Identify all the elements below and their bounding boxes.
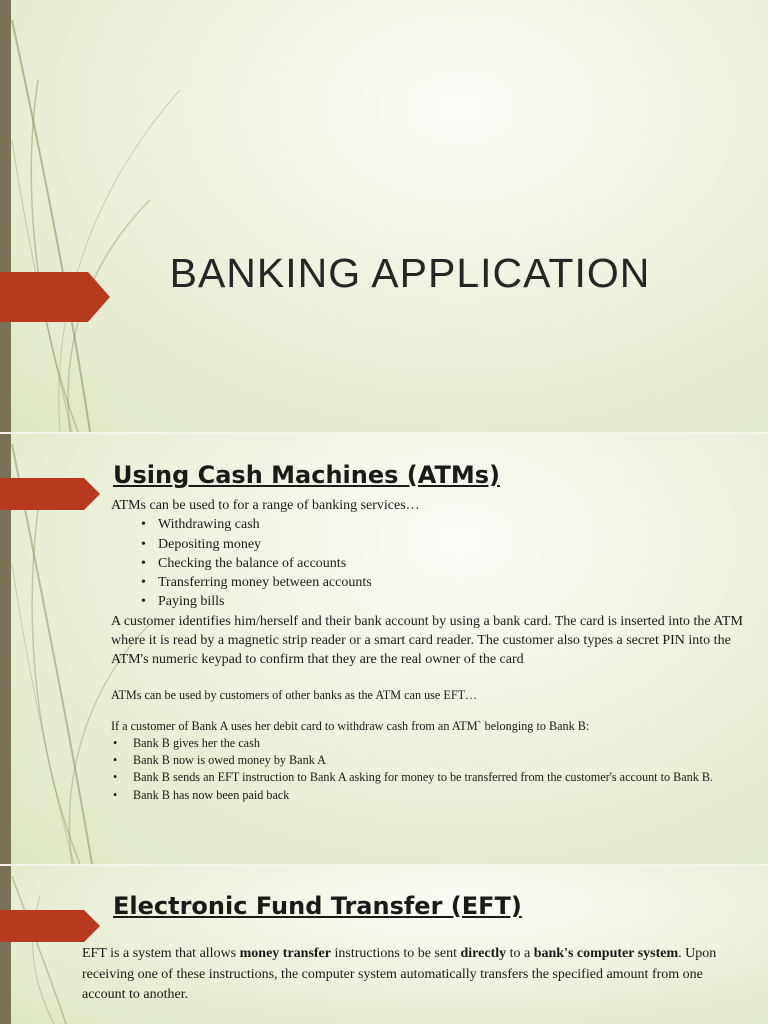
presentation-title: BANKING APPLICATION [169, 250, 651, 296]
eft-heading: Electronic Fund Transfer (EFT) [113, 892, 522, 920]
list-item: • Checking the balance of accounts [111, 554, 754, 573]
identify-paragraph: A customer identifies him/herself and their bank account by using a bank card. The card is inserted into the ATM where it is read by a magnetic strip reader or a smart card reader. The customer also types a secret PIN into the ATM's numeric keypad to confirm that they are the real owner of the card [111, 613, 743, 668]
eft-text: to a [506, 946, 534, 961]
title-slide [0, 0, 768, 432]
list-item: • Transferring money between accounts [111, 573, 754, 592]
atm-content [111, 496, 754, 804]
list-item: • Depositing money [111, 535, 754, 554]
heading-accent-tab [0, 910, 100, 942]
eft-text: . Upon receiving one of these instructions, the computer system automatically transfers the specified amount from one account to another. [82, 946, 717, 1002]
scenario-steps-list [111, 735, 754, 804]
eft-slide [0, 866, 768, 1024]
list-item: • Bank B sends an EFT instruction to Bank A asking for money to be transferred from the customer's account to Bank B. [111, 769, 754, 786]
atm-slide [0, 434, 768, 864]
atm-intro: ATMs can be used to for a range of banking services… [111, 498, 420, 513]
atm-services-list [111, 515, 754, 611]
eft-text: instructions to be sent [331, 946, 461, 961]
swoosh-decoration [0, 0, 200, 432]
other-banks-text: ATMs can be used by customers of other banks as the ATM can use EFT… [111, 687, 478, 702]
eft-emphasis: bank's computer system [533, 946, 679, 961]
eft-description [82, 944, 728, 1006]
eft-emphasis: money transfer [239, 946, 331, 961]
list-item: • Withdrawing cash [111, 515, 754, 534]
eft-text: EFT is a system that allows [82, 946, 240, 961]
eft-emphasis: directly [460, 946, 507, 961]
list-item: • Paying bills [111, 592, 754, 611]
list-item: • Bank B gives her the cash [111, 735, 754, 752]
list-item: • Bank B has now been paid back [111, 787, 754, 804]
list-item: • Bank B now is owed money by Bank A [111, 752, 754, 769]
heading-accent-tab [0, 478, 100, 510]
atm-heading: Using Cash Machines (ATMs) [113, 461, 500, 489]
scenario-intro: If a customer of Bank A uses her debit card to withdraw cash from an ATM` belonging to Bank B: [111, 718, 590, 733]
